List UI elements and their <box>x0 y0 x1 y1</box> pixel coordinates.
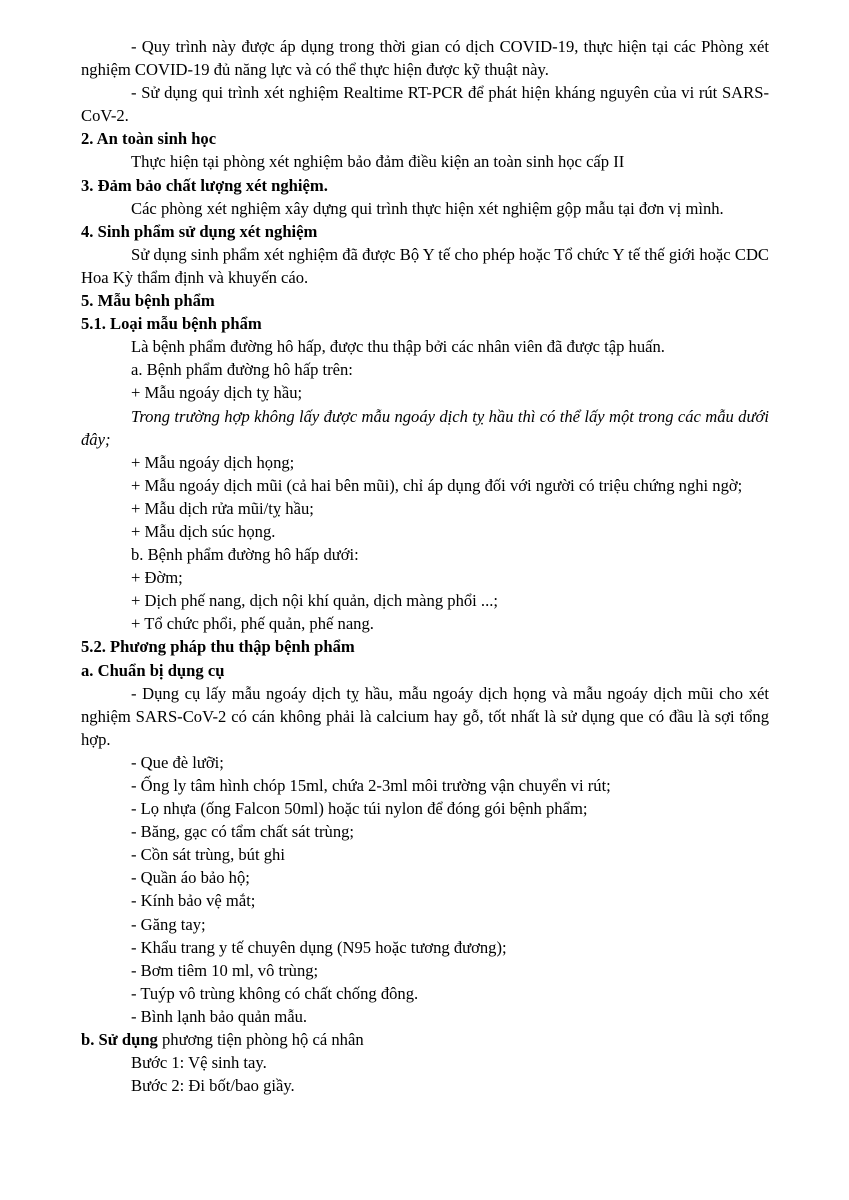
section-heading: 3. Đảm bảo chất lượng xét nghiệm. <box>81 175 328 195</box>
section-heading: 5.2. Phương pháp thu thập bệnh phẩm <box>81 637 355 657</box>
paragraph: - Dụng cụ lấy mẫu ngoáy dịch tỵ hầu, mẫu ngoáy dịch họng và mẫu ngoáy dịch mũi cho xét nghiệm SARS-CoV-2 có cán không phải là calcium hay gỗ, tốt nhất là sử dụng que có đầu là sợi tổng hợp. <box>81 683 769 749</box>
section-heading: 4. Sinh phẩm sử dụng xét nghiệm <box>81 221 318 241</box>
paragraph: + Mẫu dịch súc họng. <box>131 521 276 541</box>
paragraph: + Mẫu dịch rửa mũi/tỵ hầu; <box>131 498 314 518</box>
step-2: Bước 2: Đi bốt/bao giầy. <box>131 1076 295 1096</box>
paragraph: Trong trường hợp không lấy được mẫu ngoáy dịch tỵ hầu thì có thể lấy một trong các mẫu dưới đây; <box>81 406 769 449</box>
paragraph: - Cồn sát trùng, bút ghi <box>131 845 285 865</box>
document-body <box>81 35 769 1028</box>
section-heading: 5.1. Loại mẫu bệnh phẩm <box>81 314 262 334</box>
paragraph: + Tổ chức phổi, phế quản, phế nang. <box>131 614 374 634</box>
section-heading: a. Chuẩn bị dụng cụ <box>81 660 225 680</box>
heading-section-b-bold: b. Sử dụng <box>81 1030 158 1050</box>
step-1: Bước 1: Vệ sinh tay. <box>131 1053 267 1073</box>
paragraph: b. Bệnh phẩm đường hô hấp dưới: <box>131 545 359 565</box>
paragraph: - Quần áo bảo hộ; <box>131 868 250 888</box>
paragraph: + Đờm; <box>131 568 183 588</box>
paragraph: - Lọ nhựa (ống Falcon 50ml) hoặc túi nylon để đóng gói bệnh phẩm; <box>131 799 588 819</box>
paragraph: - Ống ly tâm hình chóp 15ml, chứa 2-3ml môi trường vận chuyển vi rút; <box>131 776 611 795</box>
paragraph: - Tuýp vô trùng không có chất chống đông. <box>131 983 419 1003</box>
paragraph: Là bệnh phẩm đường hô hấp, được thu thập bởi các nhân viên đã được tập huấn. <box>131 337 665 357</box>
paragraph: - Găng tay; <box>131 914 206 934</box>
heading-section-b-rest: phương tiện phòng hộ cá nhân <box>157 1030 364 1050</box>
section-heading: 2. An toàn sinh học <box>81 129 217 149</box>
paragraph: + Mẫu ngoáy dịch tỵ hầu; <box>131 383 303 403</box>
paragraph: + Mẫu ngoáy dịch mũi (cả hai bên mũi), chỉ áp dụng đối với người có triệu chứng nghi ngờ; <box>131 475 743 495</box>
paragraph: - Băng, gạc có tẩm chất sát trùng; <box>131 822 355 842</box>
paragraph: Thực hiện tại phòng xét nghiệm bảo đảm điều kiện an toàn sinh học cấp II <box>131 152 625 172</box>
heading-section-b <box>81 1028 769 1051</box>
paragraph: + Dịch phế nang, dịch nội khí quản, dịch màng phổi ...; <box>131 591 498 611</box>
paragraph: + Mẫu ngoáy dịch họng; <box>131 452 295 472</box>
paragraph: - Bơm tiêm 10 ml, vô trùng; <box>131 960 319 980</box>
paragraph: Các phòng xét nghiệm xây dựng qui trình thực hiện xét nghiệm gộp mẫu tại đơn vị mình. <box>131 198 724 218</box>
paragraph: - Khẩu trang y tế chuyên dụng (N95 hoặc tương đương); <box>131 937 507 957</box>
paragraph: - Que đè lưỡi; <box>131 752 224 772</box>
paragraph: - Kính bảo vệ mắt; <box>131 891 256 911</box>
paragraph: Sử dụng sinh phẩm xét nghiệm đã được Bộ Y tế cho phép hoặc Tổ chức Y tế thế giới hoặc CDC Hoa Kỳ thẩm định và khuyến cáo. <box>81 244 769 287</box>
paragraph: - Bình lạnh bảo quản mẫu. <box>131 1006 308 1026</box>
section-heading: 5. Mẫu bệnh phẩm <box>81 291 215 311</box>
paragraph: - Quy trình này được áp dụng trong thời gian có dịch COVID-19, thực hiện tại các Phòng xét nghiệm COVID-19 đủ năng lực và có thể thực hiện được kỹ thuật này. <box>81 37 769 80</box>
paragraph: a. Bệnh phẩm đường hô hấp trên: <box>131 360 353 380</box>
paragraph: - Sử dụng qui trình xét nghiệm Realtime RT-PCR để phát hiện kháng nguyên của vi rút SARS-CoV-2. <box>81 83 769 126</box>
